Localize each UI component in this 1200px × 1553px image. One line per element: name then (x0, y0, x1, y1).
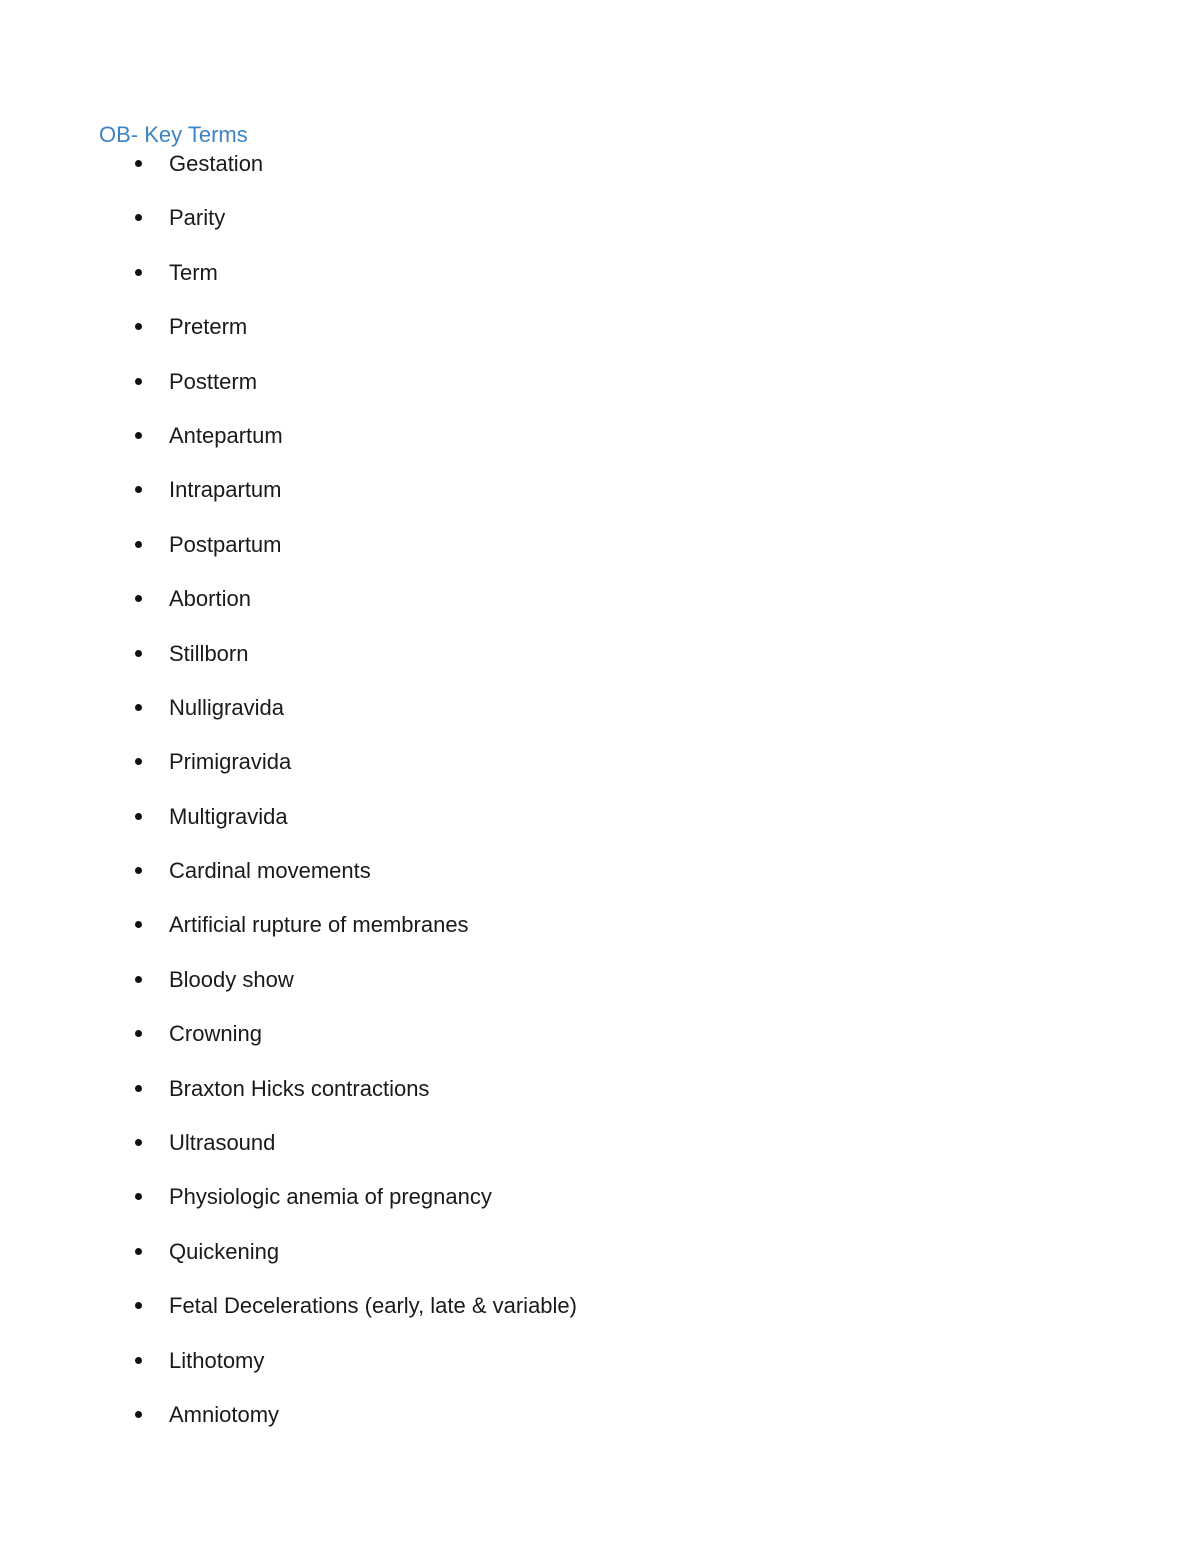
list-item (0, 1075, 900, 1129)
term-label: Lithotomy (169, 1347, 265, 1373)
term-label: Parity (169, 205, 226, 231)
bullet-icon (135, 1193, 142, 1200)
bullet-icon (135, 595, 142, 602)
list-item (0, 259, 900, 313)
list-item (0, 966, 900, 1020)
term-label: Intrapartum (169, 477, 282, 503)
list-item (0, 857, 900, 911)
bullet-icon (135, 867, 142, 874)
term-label: Nulligravida (169, 694, 284, 720)
bullet-icon (135, 1085, 142, 1092)
list-item (0, 476, 900, 530)
bullet-icon (135, 214, 142, 221)
list-item (0, 313, 900, 367)
list-item (0, 531, 900, 585)
list-item (0, 368, 900, 422)
list-item (0, 1401, 900, 1455)
term-label: Bloody show (169, 966, 294, 992)
bullet-icon (135, 1302, 142, 1309)
list-item (0, 911, 900, 965)
bullet-icon (135, 921, 142, 928)
term-label: Braxton Hicks contractions (169, 1075, 430, 1101)
list-item (0, 694, 900, 748)
list-item (0, 1129, 900, 1183)
bullet-icon (135, 160, 142, 167)
bullet-icon (135, 813, 142, 820)
term-label: Cardinal movements (169, 858, 371, 884)
list-item (0, 1238, 900, 1292)
term-label: Postterm (169, 368, 258, 394)
term-label: Abortion (169, 586, 251, 612)
list-item (0, 1347, 900, 1401)
term-label: Multigravida (169, 803, 288, 829)
term-label: Postpartum (169, 531, 282, 557)
list-item (0, 640, 900, 694)
term-label: Artificial rupture of membranes (169, 912, 469, 938)
bullet-icon (135, 1139, 142, 1146)
key-terms-list (0, 150, 900, 1455)
document-title: OB- Key Terms (99, 122, 248, 147)
term-label: Gestation (169, 151, 264, 176)
bullet-icon (135, 650, 142, 657)
term-label: Crowning (169, 1021, 262, 1047)
term-label: Term (169, 259, 218, 285)
term-label: Preterm (169, 314, 248, 340)
term-label: Fetal Decelerations (early, late & variable) (169, 1293, 577, 1319)
term-label: Physiologic anemia of pregnancy (169, 1184, 492, 1210)
list-item (0, 1183, 900, 1237)
bullet-icon (135, 704, 142, 711)
bullet-icon (135, 976, 142, 983)
bullet-icon (135, 269, 142, 276)
term-label: Ultrasound (169, 1130, 276, 1156)
term-label: Primigravida (169, 749, 292, 775)
bullet-icon (135, 1411, 142, 1418)
bullet-icon (135, 1030, 142, 1037)
bullet-icon (135, 486, 142, 493)
term-label: Stillborn (169, 640, 249, 666)
list-item (0, 1292, 900, 1346)
bullet-icon (135, 1248, 142, 1255)
bullet-icon (135, 323, 142, 330)
list-item (0, 150, 900, 204)
bullet-icon (135, 758, 142, 765)
bullet-icon (135, 541, 142, 548)
list-item (0, 204, 900, 258)
term-label: Amniotomy (169, 1401, 280, 1427)
term-label: Antepartum (169, 422, 283, 448)
list-item (0, 1020, 900, 1074)
term-label: Quickening (169, 1238, 280, 1264)
list-item (0, 803, 900, 857)
list-item (0, 422, 900, 476)
list-item (0, 748, 900, 802)
bullet-icon (135, 378, 142, 385)
list-item (0, 585, 900, 639)
bullet-icon (135, 1357, 142, 1364)
bullet-icon (135, 432, 142, 439)
